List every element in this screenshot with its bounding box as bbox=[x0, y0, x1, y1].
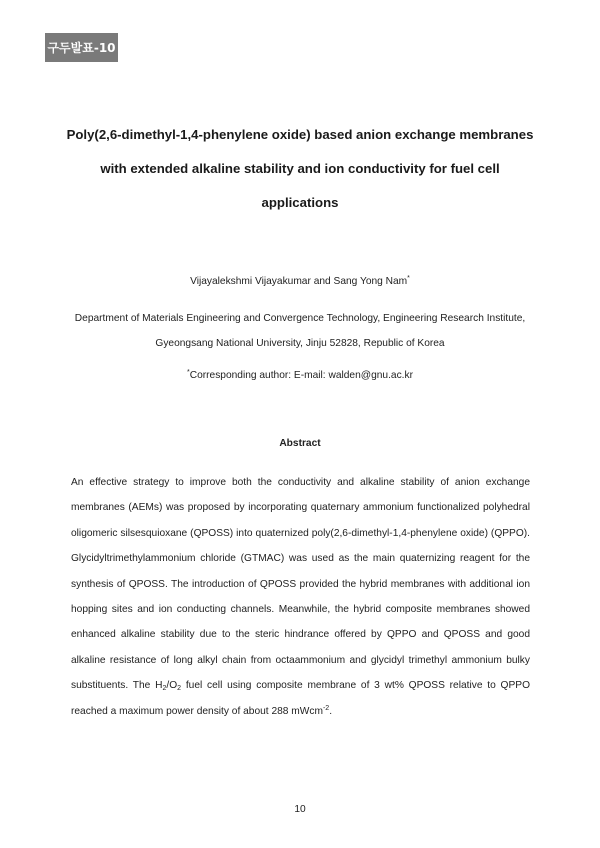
subscript: 2 bbox=[177, 685, 182, 693]
author-names: Vijayalekshmi Vijayakumar and Sang Yong Nam bbox=[190, 276, 408, 287]
title-line-1: Poly(2,6-dimethyl-1,4-phenylene oxide) based anion exchange membranes bbox=[66, 127, 534, 142]
abstract-heading: Abstract bbox=[279, 438, 321, 449]
abstract-text-2: /O bbox=[166, 680, 178, 692]
authors bbox=[50, 274, 550, 290]
affiliation-line-2: Gyeongsang National University, Jinju 52828, Republic of Korea bbox=[155, 338, 445, 349]
abstract-text-1: An effective strategy to improve both the conductivity and alkaline stability of anion exchange membranes (AEMs) was proposed by incorporating quaternary ammonium functionalized polyhedral oligomeric silsesquioxane (QPOSS) into quaternized poly(2,6-dimethyl-1,4-phenylene oxide) (QPPO). Glycidyltrimethylammonium chloride (GTMAC) was used as the main quaternizing reagent for the synthesis of QPOSS. The introduction of QPOSS provided the hybrid membranes with additional ion hopping sites and ion conducting channels. Meanwhile, the hybrid composite membranes showed enhanced alkaline stability due to the steric hindrance offered by QPPO and QPOSS and good alkaline resistance of long alkyl chain from octaammonium and glycidyl trimethyl ammonium bulky substituents. The H bbox=[71, 477, 530, 692]
corresponding-mark: * bbox=[407, 275, 410, 282]
abstract-text-4: . bbox=[329, 705, 333, 717]
title-line-2: with extended alkaline stability and ion conductivity for fuel cell bbox=[100, 161, 500, 176]
abstract-body bbox=[71, 470, 530, 724]
paper-title bbox=[50, 118, 550, 220]
subscript: 2 bbox=[162, 685, 167, 693]
corresponding-mark: * bbox=[187, 369, 190, 376]
abstract-text-3: fuel cell using composite membrane of 3 wt% QPOSS relative to QPPO reached a maximum power density of about 288 mWcm bbox=[71, 680, 530, 717]
page-number: 10 bbox=[294, 804, 306, 815]
corresponding-text: Corresponding author: E-mail: walden@gnu.ac.kr bbox=[189, 370, 413, 381]
corresponding-author bbox=[50, 368, 550, 384]
title-line-3: applications bbox=[261, 195, 339, 210]
affiliation bbox=[60, 306, 540, 356]
session-tag: 구두발표-10 bbox=[45, 33, 118, 62]
superscript: -2 bbox=[322, 704, 330, 712]
affiliation-line-1: Department of Materials Engineering and Convergence Technology, Engineering Research Institute, bbox=[74, 313, 526, 324]
